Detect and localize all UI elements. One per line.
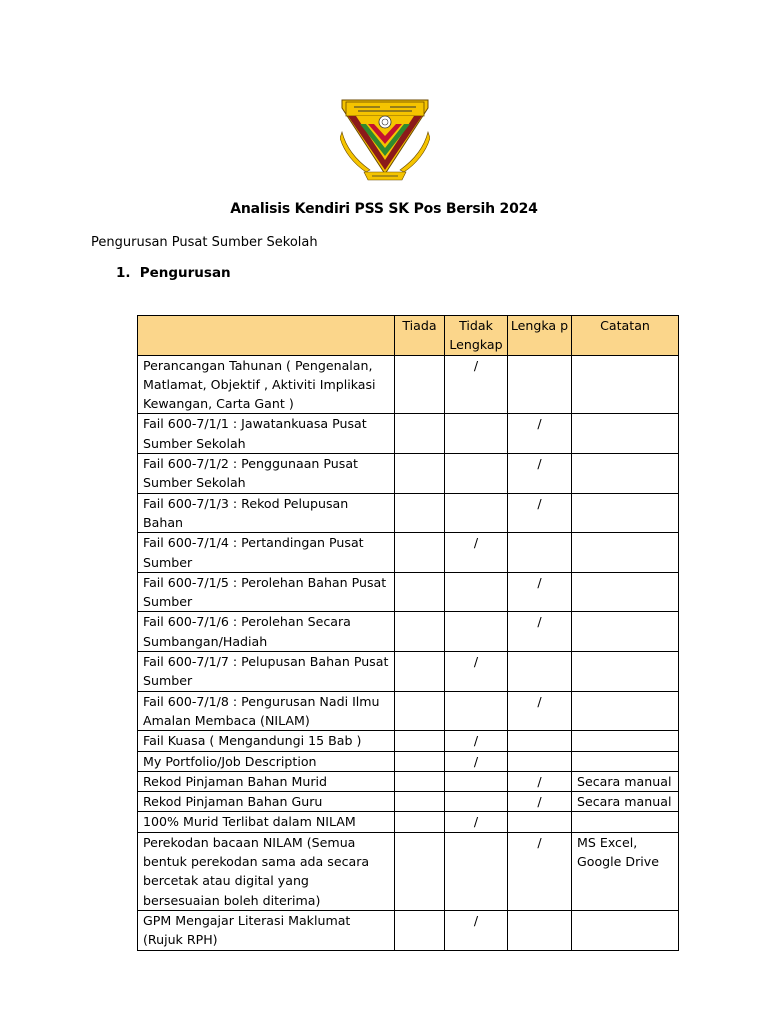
table-row (138, 454, 679, 494)
cell-tiada (395, 691, 445, 731)
row-item: Fail 600-7/1/7 : Pelupusan Bahan Pusat Sumber (138, 652, 395, 692)
cell-lengkap (508, 533, 572, 573)
cell-tiada (395, 355, 445, 414)
cell-tidak-lengkap (445, 691, 508, 731)
cell-catatan (572, 731, 679, 751)
cell-tiada (395, 572, 445, 612)
header-catatan: Catatan (572, 316, 679, 356)
row-item: Fail 600-7/1/3 : Rekod Pelupusan Bahan (138, 493, 395, 533)
cell-catatan (572, 454, 679, 494)
row-item: Rekod Pinjaman Bahan Guru (138, 792, 395, 812)
cell-lengkap (508, 355, 572, 414)
cell-tidak-lengkap (445, 771, 508, 791)
table-header-row (138, 316, 679, 356)
cell-lengkap: / (508, 792, 572, 812)
cell-tiada (395, 832, 445, 910)
cell-catatan (572, 751, 679, 771)
document-title: Analisis Kendiri PSS SK Pos Bersih 2024 (230, 201, 538, 217)
cell-tiada (395, 731, 445, 751)
table-row (138, 533, 679, 573)
cell-lengkap (508, 751, 572, 771)
cell-tiada (395, 792, 445, 812)
school-crest-icon (340, 98, 430, 186)
cell-tiada (395, 812, 445, 832)
table-row (138, 771, 679, 791)
cell-lengkap: / (508, 832, 572, 910)
cell-catatan (572, 493, 679, 533)
table-row (138, 792, 679, 812)
assessment-table (137, 315, 679, 951)
cell-catatan (572, 691, 679, 731)
cell-catatan (572, 612, 679, 652)
row-item: Perekodan bacaan NILAM (Semua bentuk perekodan sama ada secara bercetak atau digital yang bersesuaian boleh diterima) (138, 832, 395, 910)
row-item: Fail 600-7/1/1 : Jawatankuasa Pusat Sumber Sekolah (138, 414, 395, 454)
cell-catatan (572, 533, 679, 573)
section-title: Pengurusan (139, 265, 231, 281)
row-item: Fail 600-7/1/6 : Perolehan Secara Sumbangan/Hadiah (138, 612, 395, 652)
cell-tidak-lengkap: / (445, 533, 508, 573)
cell-tidak-lengkap: / (445, 812, 508, 832)
table-header (138, 316, 679, 356)
table-row (138, 812, 679, 832)
cell-catatan (572, 652, 679, 692)
cell-tidak-lengkap: / (445, 731, 508, 751)
cell-tiada (395, 612, 445, 652)
cell-lengkap (508, 731, 572, 751)
table-row (138, 414, 679, 454)
cell-tiada (395, 533, 445, 573)
row-item: Fail 600-7/1/4 : Pertandingan Pusat Sumber (138, 533, 395, 573)
table-row (138, 572, 679, 612)
school-crest-logo (340, 98, 430, 186)
cell-tidak-lengkap (445, 414, 508, 454)
section-heading (116, 265, 231, 281)
cell-tiada (395, 454, 445, 494)
header-lengkap: Lengka p (508, 316, 572, 356)
cell-catatan (572, 572, 679, 612)
row-item: Fail 600-7/1/2 : Penggunaan Pusat Sumber Sekolah (138, 454, 395, 494)
cell-tidak-lengkap: / (445, 751, 508, 771)
cell-tidak-lengkap (445, 832, 508, 910)
header-item (138, 316, 395, 356)
header-tiada: Tiada (395, 316, 445, 356)
cell-tiada (395, 493, 445, 533)
cell-tidak-lengkap (445, 572, 508, 612)
row-item: Fail Kuasa ( Mengandungi 15 Bab ) (138, 731, 395, 751)
cell-tiada (395, 652, 445, 692)
table-row (138, 493, 679, 533)
cell-catatan: MS Excel, Google Drive (572, 832, 679, 910)
row-item: Fail 600-7/1/8 : Pengurusan Nadi Ilmu Amalan Membaca (NILAM) (138, 691, 395, 731)
table-row (138, 910, 679, 950)
cell-lengkap: / (508, 493, 572, 533)
cell-tidak-lengkap: / (445, 355, 508, 414)
table-row (138, 612, 679, 652)
cell-lengkap: / (508, 691, 572, 731)
cell-tiada (395, 414, 445, 454)
cell-tidak-lengkap (445, 792, 508, 812)
header-tidak-lengkap: Tidak Lengkap (445, 316, 508, 356)
cell-lengkap: / (508, 414, 572, 454)
cell-lengkap: / (508, 612, 572, 652)
cell-catatan: Secara manual (572, 771, 679, 791)
cell-catatan: Secara manual (572, 792, 679, 812)
row-item: Fail 600-7/1/5 : Perolehan Bahan Pusat Sumber (138, 572, 395, 612)
table-row (138, 751, 679, 771)
document-subtitle: Pengurusan Pusat Sumber Sekolah (91, 235, 318, 250)
cell-tidak-lengkap (445, 612, 508, 652)
row-item: My Portfolio/Job Description (138, 751, 395, 771)
cell-tidak-lengkap: / (445, 652, 508, 692)
cell-catatan (572, 414, 679, 454)
table-row (138, 832, 679, 910)
table-body (138, 355, 679, 950)
cell-lengkap: / (508, 454, 572, 494)
cell-tidak-lengkap: / (445, 910, 508, 950)
cell-catatan (572, 910, 679, 950)
cell-lengkap (508, 910, 572, 950)
cell-lengkap: / (508, 771, 572, 791)
cell-catatan (572, 355, 679, 414)
cell-tiada (395, 771, 445, 791)
cell-lengkap: / (508, 572, 572, 612)
cell-lengkap (508, 812, 572, 832)
table-row (138, 731, 679, 751)
cell-tidak-lengkap (445, 493, 508, 533)
row-item: GPM Mengajar Literasi Maklumat (Rujuk RPH) (138, 910, 395, 950)
cell-lengkap (508, 652, 572, 692)
cell-tiada (395, 751, 445, 771)
cell-catatan (572, 812, 679, 832)
cell-tiada (395, 910, 445, 950)
row-item: Perancangan Tahunan ( Pengenalan, Matlamat, Objektif , Aktiviti Implikasi Kewangan, Carta Gant ) (138, 355, 395, 414)
table-row (138, 355, 679, 414)
section-number: 1. (116, 265, 131, 281)
row-item: Rekod Pinjaman Bahan Murid (138, 771, 395, 791)
table-row (138, 652, 679, 692)
cell-tidak-lengkap (445, 454, 508, 494)
row-item: 100% Murid Terlibat dalam NILAM (138, 812, 395, 832)
table-row (138, 691, 679, 731)
